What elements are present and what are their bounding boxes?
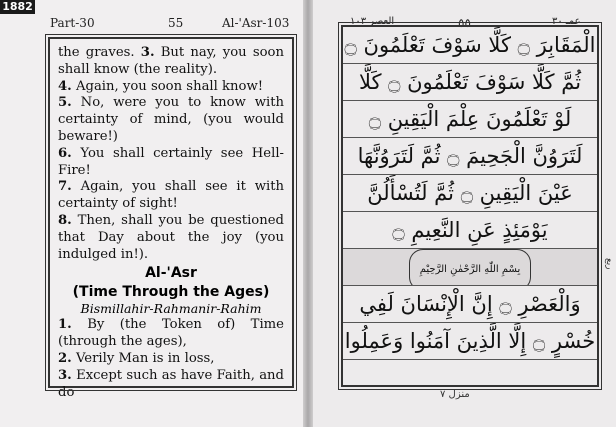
arabic-line: ثُمَّ كَلَّا سَوْفَ تَعْلَمُونَ ۝ كَلَّا: [343, 64, 597, 101]
sura-label: Al-'Asr-103: [222, 16, 290, 30]
bismillah-ornament: بِسْمِ اللّٰهِ الرَّحْمٰنِ الرَّحِيْمِ: [409, 249, 532, 286]
arabic-line: يَوْمَئِذٍ عَنِ النَّعِيمِ ۝: [343, 212, 597, 249]
margin-mark: ربع: [604, 258, 614, 270]
arabic-line: الْمَقَابِرَ ۝ كَلَّا سَوْفَ تَعْلَمُونَ ۝: [343, 27, 597, 64]
ar-part-label: عمـ ٣٠: [552, 16, 581, 27]
english-text-2: 1. By (the Token of) Time (through the ages), 2. Verily Man is in loss, 3. Except such as have Faith, and do: [58, 317, 284, 400]
arabic-line: عَيْنَ الْيَقِينِ ۝ ثُمَّ لَتُسْأَلُنَّ: [343, 175, 597, 212]
page-badge: 1882: [0, 0, 35, 14]
bismillah: Bismillahir-Rahmanir-Rahim: [80, 301, 262, 317]
english-frame: [48, 37, 294, 400]
arabic-line: خُسْرٍ ۝ إِلَّا الَّذِينَ آمَنُوا وَعَمِلُوا: [343, 323, 597, 360]
ar-sura-label: العصر ١٠٣: [350, 16, 395, 27]
sura-subtitle: (Time Through the Ages): [72, 284, 270, 301]
english-text: the graves. 3. But nay, you soon shall know (the reality). 4. Again, you soon shall know! 5. No, were you to know with certainty of mind, (you would beware!) 6. You shall certainly see Hell-Fire! 7. Again, you shall see it with certainty of sight! 8. Then, shall you be questioned that Day about the joy (you indulged in!).: [58, 45, 284, 262]
manzil-footer: منزل ٧: [440, 389, 470, 400]
arabic-line: لَوْ تَعْلَمُونَ عِلْمَ الْيَقِينِ ۝: [343, 101, 597, 138]
sura-title: Al-'Asr: [145, 265, 197, 282]
arabic-banner: [343, 249, 597, 286]
ar-page-number: ٥٥: [458, 16, 471, 30]
arabic-frame: [341, 25, 599, 387]
part-label: Part-30: [50, 16, 95, 30]
arabic-line: لَتَرَوُنَّ الْجَحِيمَ ۝ ثُمَّ لَتَرَوُنَّهَا: [343, 138, 597, 175]
arabic-line: وَالْعَصْرِ ۝ إِنَّ الْإِنْسَانَ لَفِي: [343, 286, 597, 323]
book-gutter: [303, 0, 313, 427]
page-number: 55: [168, 16, 184, 30]
